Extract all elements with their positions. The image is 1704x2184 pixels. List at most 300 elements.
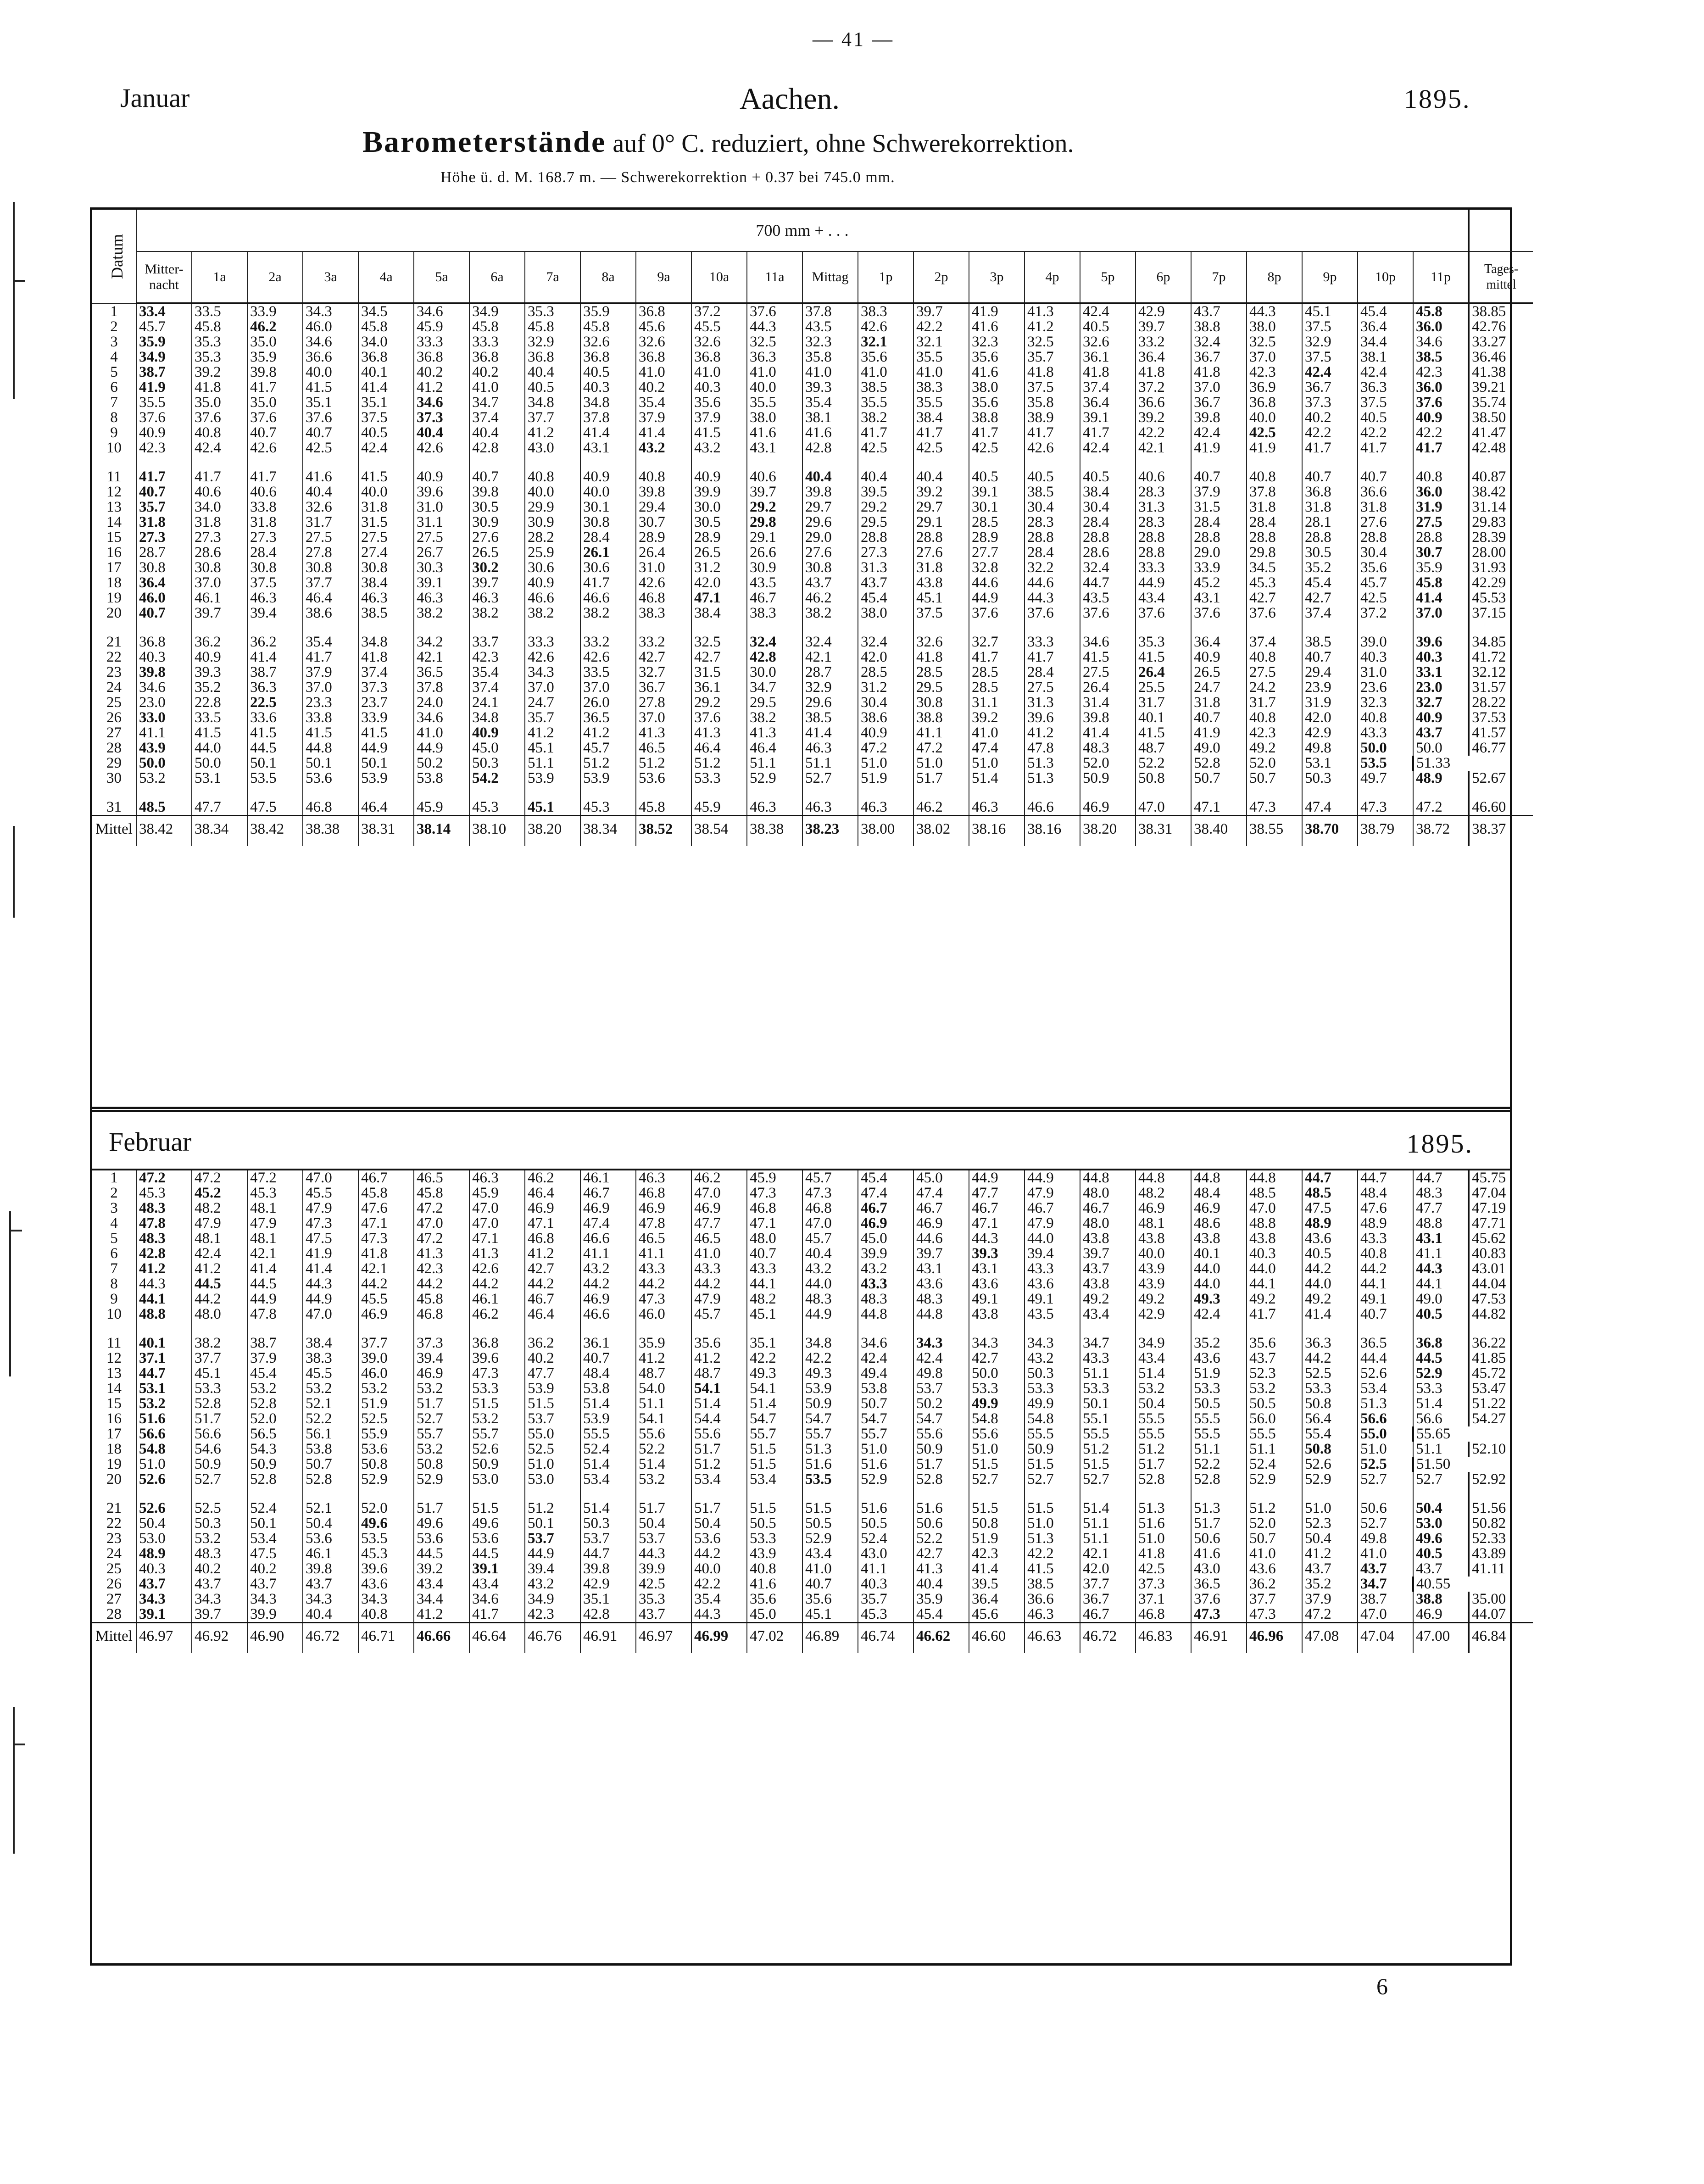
pressure-cell: 35.8 (1025, 395, 1080, 410)
pressure-cell: 47.1 (1191, 786, 1247, 816)
hour-header: 7p (1191, 251, 1247, 303)
pressure-cell: 44.3 (1247, 303, 1302, 319)
pressure-cell: 37.4 (358, 665, 414, 680)
pressure-cell: 35.5 (858, 395, 913, 410)
pressure-cell: 34.7 (469, 395, 525, 410)
pressure-cell: 47.9 (247, 1216, 303, 1231)
pressure-cell: 40.4 (469, 425, 525, 440)
pressure-cell: 38.3 (747, 606, 802, 621)
pressure-cell: 53.6 (469, 1531, 525, 1546)
pressure-cell: 41.8 (1025, 365, 1080, 380)
pressure-cell: 52.7 (969, 1472, 1025, 1487)
pressure-cell: 32.8 (969, 560, 1025, 575)
pressure-cell: 36.5 (414, 665, 469, 680)
pressure-cell: 47.9 (1025, 1216, 1080, 1231)
day-cell: 22 (106, 1516, 122, 1531)
pressure-cell: 42.7 (691, 650, 747, 665)
pressure-cell: 34.6 (1413, 334, 1469, 350)
pressure-cell: 44.2 (469, 1276, 525, 1292)
pressure-cell: 30.7 (1413, 545, 1469, 560)
pressure-cell: 42.8 (469, 440, 525, 456)
pressure-cell: 43.7 (636, 1607, 691, 1623)
pressure-cell: 51.0 (1358, 1442, 1413, 1457)
pressure-cell: 45.9 (691, 786, 747, 816)
pressure-cell: 53.7 (636, 1531, 691, 1546)
pressure-cell: 26.0 (580, 695, 636, 710)
day-cell: 4 (110, 1216, 118, 1231)
pressure-cell: 51.6 (1136, 1516, 1191, 1531)
pressure-cell: 45.8 (192, 319, 247, 334)
pressure-cell: 22.5 (247, 695, 303, 710)
daily-mean-cell: 35.00 (1469, 1592, 1533, 1607)
pressure-cell: 37.6 (303, 410, 358, 425)
table-row (92, 591, 1533, 606)
pressure-cell: 52.9 (858, 1472, 913, 1487)
pressure-cell: 52.9 (747, 771, 802, 786)
pressure-cell: 39.5 (969, 1577, 1025, 1592)
pressure-cell: 48.3 (1413, 1186, 1469, 1201)
pressure-cell: 41.5 (1080, 650, 1136, 665)
pressure-cell: 33.2 (580, 621, 636, 650)
pressure-cell: 52.0 (247, 1411, 303, 1426)
pressure-cell: 32.5 (747, 334, 802, 350)
pressure-cell: 32.6 (913, 621, 969, 650)
pressure-cell: 45.1 (802, 1607, 858, 1623)
day-cell: 27 (106, 725, 122, 741)
pressure-cell: 51.0 (1025, 1516, 1080, 1531)
pressure-cell: 53.3 (1191, 1381, 1247, 1396)
pressure-cell: 55.7 (469, 1426, 525, 1442)
pressure-cell: 53.3 (469, 1381, 525, 1396)
pressure-cell: 32.6 (636, 334, 691, 350)
pressure-cell: 38.0 (969, 380, 1025, 395)
pressure-cell: 50.4 (1302, 1531, 1358, 1546)
daily-mean-cell: 41.38 (1469, 365, 1533, 380)
pressure-cell: 52.9 (1302, 1472, 1358, 1487)
pressure-cell: 41.2 (1025, 725, 1080, 741)
table-row (92, 606, 1533, 621)
pressure-cell: 54.8 (136, 1442, 192, 1457)
pressure-cell: 28.4 (580, 530, 636, 545)
daily-mean-cell: 47.19 (1469, 1201, 1533, 1216)
pressure-cell: 52.5 (1302, 1366, 1358, 1381)
pressure-cell: 36.7 (1302, 380, 1358, 395)
pressure-cell: 41.6 (969, 319, 1025, 334)
pressure-cell: 38.7 (247, 1322, 303, 1351)
pressure-cell: 47.3 (303, 1216, 358, 1231)
pressure-cell: 36.2 (192, 621, 247, 650)
pressure-cell: 44.2 (580, 1276, 636, 1292)
day-cell: 10 (106, 1307, 122, 1322)
table-row (92, 1170, 1533, 1186)
pressure-cell: 49.3 (802, 1366, 858, 1381)
pressure-cell: 51.4 (580, 1487, 636, 1516)
pressure-cell: 24.7 (1191, 680, 1247, 695)
pressure-cell: 38.1 (1358, 350, 1413, 365)
pressure-cell: 50.8 (358, 1457, 414, 1472)
pressure-cell: 46.9 (358, 1307, 414, 1322)
pressure-cell: 37.3 (358, 680, 414, 695)
pressure-cell: 53.2 (414, 1381, 469, 1396)
pressure-cell: 32.9 (802, 680, 858, 695)
pressure-cell: 36.5 (580, 710, 636, 725)
pressure-cell: 47.3 (469, 1366, 525, 1381)
pressure-cell: 47.2 (136, 1170, 192, 1186)
pressure-cell: 28.4 (247, 545, 303, 560)
table-row (92, 560, 1533, 575)
pressure-cell: 39.7 (747, 485, 802, 500)
mean-value-cell: 46.66 (414, 1623, 469, 1654)
pressure-cell: 51.4 (1413, 1396, 1469, 1411)
pressure-cell: 44.9 (969, 1170, 1025, 1186)
pressure-cell: 45.1 (747, 1307, 802, 1322)
pressure-cell: 38.2 (525, 606, 580, 621)
hour-header: 8p (1247, 251, 1302, 303)
pressure-cell: 40.8 (1247, 456, 1302, 485)
pressure-cell: 44.9 (969, 591, 1025, 606)
pressure-cell: 38.8 (913, 710, 969, 725)
pressure-cell: 40.3 (1413, 650, 1469, 665)
pressure-cell: 42.5 (969, 440, 1025, 456)
pressure-cell: 37.6 (969, 606, 1025, 621)
pressure-cell: 36.7 (636, 680, 691, 695)
pressure-cell: 51.6 (136, 1411, 192, 1426)
pressure-cell: 43.7 (1191, 303, 1247, 319)
pressure-cell: 34.3 (913, 1322, 969, 1351)
pressure-cell: 30.8 (913, 695, 969, 710)
pressure-cell: 31.7 (1136, 695, 1191, 710)
pressure-cell: 46.3 (1025, 1607, 1080, 1623)
pressure-cell: 47.1 (469, 1231, 525, 1246)
pressure-cell: 28.8 (1191, 530, 1247, 545)
daily-mean-cell: 38.85 (1469, 303, 1533, 319)
day-cell: 2 (110, 319, 118, 334)
pressure-cell: 36.1 (580, 1322, 636, 1351)
pressure-cell: 34.8 (580, 395, 636, 410)
pressure-cell: 55.5 (1136, 1411, 1191, 1426)
pressure-cell: 40.0 (1136, 1246, 1191, 1261)
pressure-cell: 37.6 (691, 710, 747, 725)
pressure-cell: 42.4 (1302, 365, 1358, 380)
pressure-cell: 41.9 (303, 1246, 358, 1261)
pressure-cell: 31.8 (1191, 695, 1247, 710)
pressure-cell: 31.8 (913, 560, 969, 575)
pressure-cell: 48.6 (1191, 1216, 1247, 1231)
pressure-cell: 51.1 (747, 756, 802, 771)
day-cell: 1 (110, 1170, 118, 1186)
table-row (92, 1351, 1533, 1366)
pressure-cell: 41.4 (303, 1261, 358, 1276)
pressure-cell: 52.0 (358, 1487, 414, 1516)
daily-mean-cell: 47.71 (1469, 1216, 1533, 1231)
table-row (92, 1561, 1533, 1577)
february-heading (92, 1109, 1510, 1170)
pressure-cell: 43.5 (1025, 1307, 1080, 1322)
pressure-cell: 39.3 (969, 1246, 1025, 1261)
pressure-cell: 55.7 (858, 1426, 913, 1442)
pressure-cell: 34.9 (136, 350, 192, 365)
pressure-cell: 35.1 (580, 1592, 636, 1607)
pressure-cell: 42.2 (1413, 425, 1469, 440)
pressure-cell: 53.7 (913, 1381, 969, 1396)
pressure-cell: 47.5 (247, 786, 303, 816)
pressure-cell: 51.4 (580, 1457, 636, 1472)
pressure-cell: 41.4 (358, 380, 414, 395)
table-row (92, 1322, 1533, 1351)
pressure-cell: 40.8 (192, 425, 247, 440)
pressure-cell: 41.9 (136, 380, 192, 395)
hour-header: 7a (525, 251, 580, 303)
pressure-cell: 53.5 (247, 771, 303, 786)
pressure-cell: 47.3 (802, 1186, 858, 1201)
pressure-cell: 51.9 (969, 1531, 1025, 1546)
pressure-cell: 36.8 (636, 303, 691, 319)
pressure-cell: 46.9 (414, 1366, 469, 1381)
pressure-cell: 37.4 (469, 680, 525, 695)
pressure-cell: 47.0 (802, 1216, 858, 1231)
pressure-cell: 42.6 (858, 319, 913, 334)
pressure-cell: 46.4 (747, 741, 802, 756)
pressure-cell: 37.3 (1136, 1577, 1191, 1592)
pressure-cell: 47.9 (1025, 1186, 1080, 1201)
pressure-cell: 43.1 (969, 1261, 1025, 1276)
mean-value-cell: 47.00 (1413, 1623, 1469, 1654)
pressure-cell: 46.7 (1080, 1607, 1136, 1623)
daily-mean-cell: 47.04 (1469, 1186, 1533, 1201)
pressure-cell: 31.8 (358, 500, 414, 515)
pressure-cell: 46.3 (247, 591, 303, 606)
pressure-cell: 55.0 (1358, 1426, 1413, 1442)
pressure-cell: 51.7 (414, 1396, 469, 1411)
pressure-cell: 50.0 (192, 756, 247, 771)
pressure-cell: 41.8 (1136, 365, 1191, 380)
mean-value-cell: 38.38 (303, 816, 358, 847)
pressure-cell: 41.1 (136, 725, 192, 741)
pressure-cell: 33.0 (136, 710, 192, 725)
pressure-cell: 40.3 (1247, 1246, 1302, 1261)
pressure-cell: 52.3 (1247, 1366, 1302, 1381)
pressure-cell: 53.2 (636, 1472, 691, 1487)
pressure-cell: 46.4 (525, 1186, 580, 1201)
pressure-cell: 28.8 (858, 530, 913, 545)
pressure-cell: 35.9 (913, 1592, 969, 1607)
pressure-cell: 40.7 (1191, 456, 1247, 485)
pressure-cell: 34.9 (1136, 1322, 1191, 1351)
pressure-cell: 46.9 (636, 1201, 691, 1216)
pressure-cell: 40.0 (691, 1561, 747, 1577)
pressure-cell: 43.9 (1136, 1276, 1191, 1292)
pressure-cell: 40.9 (1413, 710, 1469, 725)
mean-value-cell: 47.08 (1302, 1623, 1358, 1654)
pressure-cell: 46.9 (858, 1216, 913, 1231)
pressure-cell: 55.7 (414, 1426, 469, 1442)
pressure-cell: 33.2 (636, 621, 691, 650)
pressure-cell: 41.7 (1413, 440, 1469, 456)
table-row (92, 410, 1533, 425)
pressure-cell: 45.3 (358, 1546, 414, 1561)
pressure-cell: 32.9 (1302, 334, 1358, 350)
day-cell: 21 (106, 1500, 122, 1516)
pressure-cell: 28.8 (1358, 530, 1413, 545)
pressure-cell: 54.1 (636, 1411, 691, 1426)
mean-value-cell: 38.40 (1191, 816, 1247, 847)
table-row (92, 650, 1533, 665)
pressure-cell: 50.4 (691, 1516, 747, 1531)
pressure-cell: 42.4 (858, 1351, 913, 1366)
day-cell: 15 (106, 1396, 122, 1411)
pressure-cell: 53.6 (303, 1531, 358, 1546)
pressure-cell: 45.1 (192, 1366, 247, 1381)
pressure-cell: 56.5 (247, 1426, 303, 1442)
pressure-cell: 46.2 (802, 591, 858, 606)
mean-value-cell: 38.16 (1025, 816, 1080, 847)
pressure-cell: 40.2 (1302, 410, 1358, 425)
pressure-cell: 41.4 (969, 1561, 1025, 1577)
pressure-cell: 28.3 (1136, 515, 1191, 530)
pressure-cell: 28.8 (1080, 530, 1136, 545)
pressure-cell: 43.7 (858, 575, 913, 591)
pressure-cell: 46.5 (636, 1231, 691, 1246)
pressure-cell: 32.5 (1025, 334, 1080, 350)
table-row (92, 1472, 1533, 1487)
daily-mean-cell: 42.76 (1469, 319, 1533, 334)
pressure-cell: 36.6 (303, 350, 358, 365)
pressure-cell: 42.7 (913, 1546, 969, 1561)
pressure-cell: 42.3 (1413, 365, 1469, 380)
pressure-cell: 51.3 (802, 1442, 858, 1457)
pressure-cell: 40.5 (1025, 456, 1080, 485)
pressure-cell: 46.2 (691, 1170, 747, 1186)
pressure-cell: 45.3 (136, 1186, 192, 1201)
pressure-cell: 41.1 (636, 1246, 691, 1261)
pressure-cell: 36.7 (1191, 350, 1247, 365)
pressure-cell: 44.6 (913, 1231, 969, 1246)
pressure-cell: 39.1 (136, 1607, 192, 1623)
pressure-cell: 43.6 (913, 1276, 969, 1292)
pressure-cell: 43.7 (1247, 1351, 1302, 1366)
pressure-cell: 41.0 (636, 365, 691, 380)
pressure-cell: 44.2 (691, 1276, 747, 1292)
pressure-cell: 33.2 (1136, 334, 1191, 350)
pressure-cell: 44.1 (1358, 1276, 1413, 1292)
pressure-cell: 29.2 (747, 500, 802, 515)
pressure-cell: 41.0 (414, 725, 469, 741)
mean-value-cell: 38.31 (1136, 816, 1191, 847)
pressure-cell: 42.8 (580, 1607, 636, 1623)
pressure-cell: 44.9 (525, 1546, 580, 1561)
pressure-cell: 41.4 (1302, 1307, 1358, 1322)
pressure-cell: 34.3 (136, 1592, 192, 1607)
hour-header: 4a (358, 251, 414, 303)
pressure-cell: 40.4 (802, 456, 858, 485)
pressure-cell: 47.0 (1358, 1607, 1413, 1623)
pressure-cell: 42.2 (1358, 425, 1413, 440)
pressure-cell: 44.3 (636, 1546, 691, 1561)
table-row (92, 500, 1533, 515)
pressure-cell: 24.2 (1247, 680, 1302, 695)
pressure-cell: 37.7 (1247, 1592, 1302, 1607)
pressure-cell: 43.0 (858, 1546, 913, 1561)
pressure-cell: 38.8 (1413, 1592, 1469, 1607)
pressure-cell: 34.3 (358, 1592, 414, 1607)
pressure-cell: 43.2 (691, 440, 747, 456)
daily-mean-cell: 36.46 (1469, 350, 1533, 365)
pressure-cell: 34.7 (747, 680, 802, 695)
pressure-cell: 47.1 (691, 591, 747, 606)
pressure-cell: 52.4 (247, 1487, 303, 1516)
pressure-cell: 34.9 (469, 303, 525, 319)
pressure-cell: 40.9 (580, 456, 636, 485)
pressure-cell: 38.3 (858, 303, 913, 319)
pressure-cell: 29.1 (747, 530, 802, 545)
pressure-cell: 51.2 (636, 756, 691, 771)
pressure-cell: 42.9 (580, 1577, 636, 1592)
daily-mean-cell: 41.47 (1469, 425, 1533, 440)
pressure-cell: 32.3 (1358, 695, 1413, 710)
pressure-cell: 39.8 (303, 1561, 358, 1577)
pressure-cell: 36.9 (1247, 380, 1302, 395)
pressure-cell: 41.5 (358, 725, 414, 741)
pressure-cell: 37.4 (1302, 606, 1358, 621)
pressure-cell: 52.5 (358, 1411, 414, 1426)
pressure-cell: 41.7 (136, 456, 192, 485)
pressure-cell: 43.6 (1247, 1561, 1302, 1577)
pressure-cell: 37.5 (1302, 319, 1358, 334)
pressure-cell: 55.5 (1247, 1426, 1302, 1442)
mean-value-cell: 38.70 (1302, 816, 1358, 847)
pressure-cell: 31.0 (414, 500, 469, 515)
pressure-cell: 48.7 (1136, 741, 1191, 756)
pressure-cell: 43.3 (1080, 1351, 1136, 1366)
pressure-cell: 37.9 (636, 410, 691, 425)
pressure-cell: 50.0 (969, 1366, 1025, 1381)
pressure-cell: 49.8 (1302, 741, 1358, 756)
pressure-cell: 42.5 (1247, 425, 1302, 440)
pressure-cell: 44.5 (247, 741, 303, 756)
pressure-cell: 46.0 (136, 591, 192, 606)
pressure-cell: 42.8 (802, 440, 858, 456)
pressure-cell: 42.8 (136, 1246, 192, 1261)
pressure-cell: 26.4 (1080, 680, 1136, 695)
pressure-cell: 50.4 (136, 1516, 192, 1531)
pressure-cell: 43.6 (1025, 1276, 1080, 1292)
pressure-cell: 30.8 (247, 560, 303, 575)
pressure-cell: 50.1 (525, 1516, 580, 1531)
table-row (92, 334, 1533, 350)
pressure-cell: 30.8 (303, 560, 358, 575)
day-cell: 23 (106, 1531, 122, 1546)
pressure-cell: 44.9 (802, 1307, 858, 1322)
pressure-cell: 28.4 (1247, 515, 1302, 530)
pressure-cell: 37.0 (525, 680, 580, 695)
pressure-cell: 50.9 (247, 1457, 303, 1472)
pressure-cell: 50.5 (1247, 1396, 1302, 1411)
pressure-cell: 40.8 (1247, 650, 1302, 665)
pressure-cell: 45.3 (580, 786, 636, 816)
pressure-cell: 37.4 (1247, 621, 1302, 650)
pressure-cell: 40.7 (1302, 456, 1358, 485)
pressure-cell: 36.4 (136, 575, 192, 591)
pressure-cell: 44.9 (1025, 1170, 1080, 1186)
pressure-cell: 41.1 (580, 1246, 636, 1261)
pressure-cell: 29.2 (691, 695, 747, 710)
pressure-cell: 50.3 (1025, 1366, 1080, 1381)
day-cell: 5 (110, 1231, 118, 1246)
pressure-cell: 38.7 (136, 365, 192, 380)
pressure-cell: 52.0 (1080, 756, 1136, 771)
pressure-cell: 33.4 (136, 303, 192, 319)
daily-mean-cell: 39.21 (1469, 380, 1533, 395)
